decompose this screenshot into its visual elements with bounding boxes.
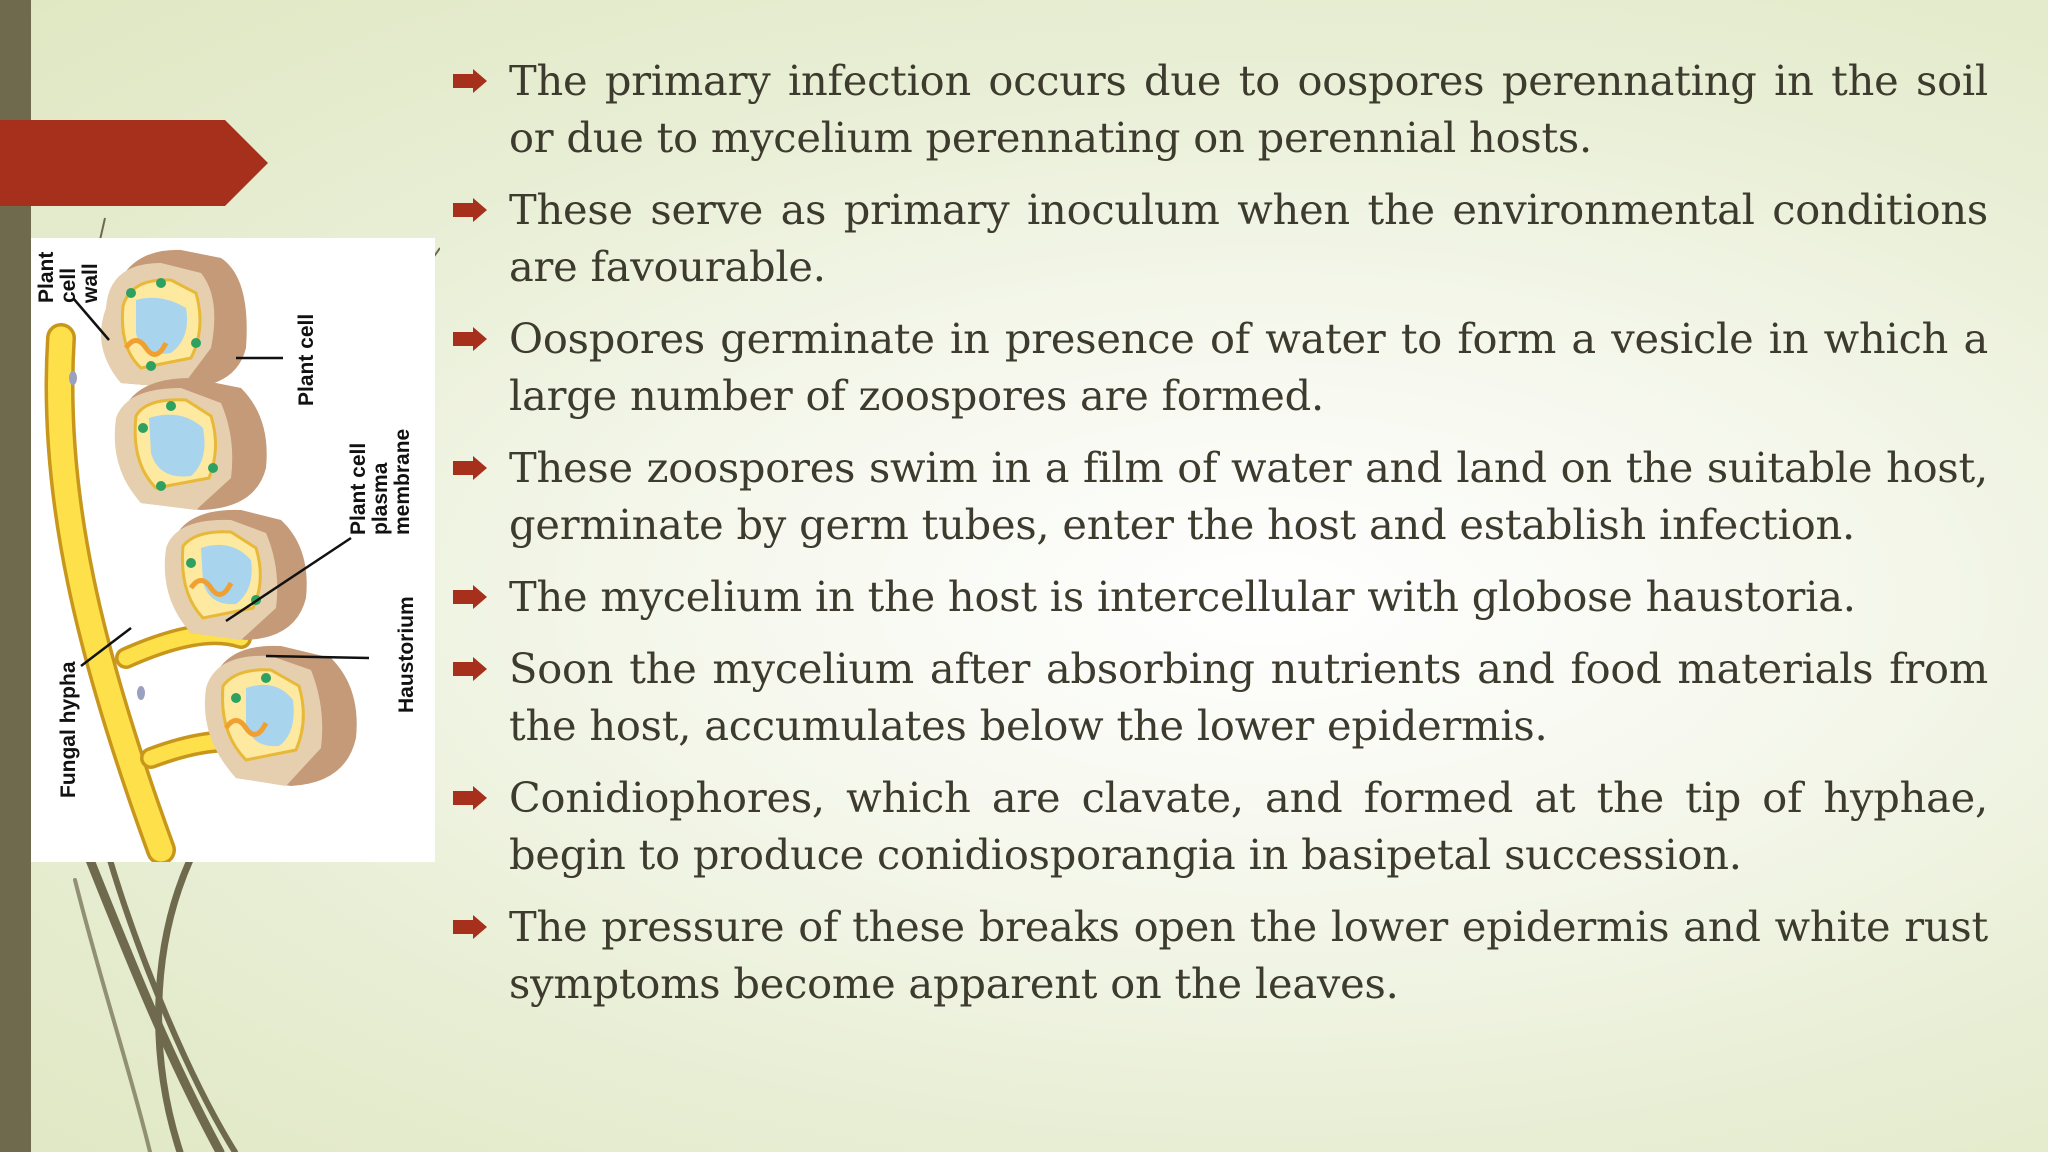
haustorium-figure <box>31 238 435 862</box>
bullet-item <box>450 898 1988 1012</box>
arrow-bullet-icon <box>453 585 487 609</box>
bullet-text: The pressure of these breaks open the lower epidermis and white rust symptoms become apparent on the leaves. <box>509 902 1988 1008</box>
bullet-item <box>450 439 1988 553</box>
arrow-bullet-icon <box>453 657 487 681</box>
label-haustorium: Haustorium <box>395 596 418 713</box>
label-fungal-hypha: Fungal hypha <box>57 661 80 798</box>
bullet-item <box>450 181 1988 295</box>
bullet-text: These zoospores swim in a film of water and land on the suitable host, germinate by germ tubes, enter the host and establish infection. <box>509 443 1988 549</box>
bullet-text: Conidiophores, which are clavate, and formed at the tip of hyphae, begin to produce conidiosporangia in basipetal succession. <box>509 773 1988 879</box>
bullet-item <box>450 568 1988 625</box>
bullet-item <box>450 769 1988 883</box>
bullet-text: These serve as primary inoculum when the environmental conditions are favourable. <box>509 185 1988 291</box>
label-plant-cell: Plant cell <box>295 313 318 406</box>
label-plant-cell-wall-3: wall <box>79 263 102 303</box>
arrow-bullet-icon <box>453 198 487 222</box>
bullet-list <box>450 52 1988 1027</box>
bullet-text: The primary infection occurs due to oospores perennating in the soil or due to mycelium perennating on perennial hosts. <box>509 56 1988 162</box>
bullet-text: The mycelium in the host is intercellular with globose haustoria. <box>509 572 1856 621</box>
label-plasma-membrane-1: Plant cell <box>347 442 370 535</box>
arrow-bullet-icon <box>453 786 487 810</box>
label-plant-cell-wall-1: Plant <box>35 251 58 303</box>
arrow-bullet-icon <box>453 915 487 939</box>
arrow-bullet-icon <box>453 456 487 480</box>
label-plasma-membrane-2: plasma <box>369 462 392 535</box>
bullet-item <box>450 52 1988 166</box>
arrow-bullet-icon <box>453 69 487 93</box>
arrow-bullet-icon <box>453 327 487 351</box>
bullet-text: Soon the mycelium after absorbing nutrients and food materials from the host, accumulates below the lower epidermis. <box>509 644 1988 750</box>
bullet-item <box>450 310 1988 424</box>
label-plasma-membrane-3: membrane <box>391 428 414 535</box>
plant-cells <box>101 250 357 786</box>
label-plant-cell-wall-2: cell <box>57 267 80 303</box>
bullet-text: Oospores germinate in presence of water to form a vesicle in which a large number of zoospores are formed. <box>509 314 1988 420</box>
red-arrow-tag <box>0 120 270 206</box>
bullet-item <box>450 640 1988 754</box>
